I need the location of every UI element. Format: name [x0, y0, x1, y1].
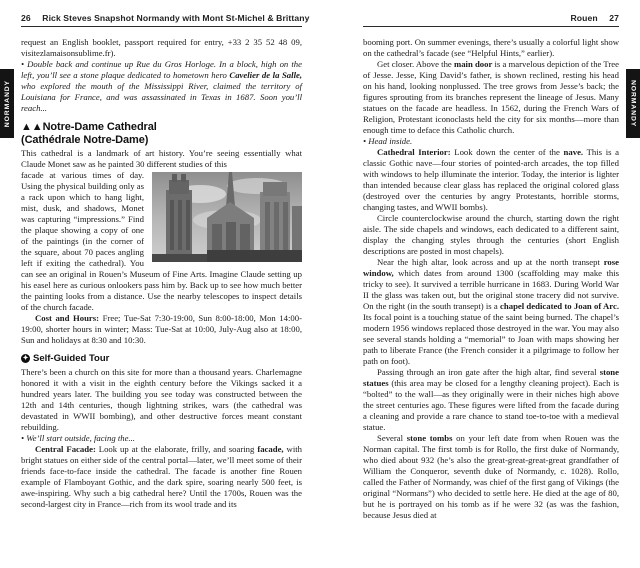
right-page [363, 0, 619, 568]
text-run: nave. [563, 147, 584, 157]
walking-direction [21, 433, 302, 444]
cathedral-photo-graphic [152, 172, 302, 262]
body-paragraph: Cost and Hours: Free; Tue-Sat 7:30-19:00, Sun 8:00-18:00, Mon 14:00-19:00, shorter hours in winter; Mass: Tue-Sat at 10:00, July-Aug also at 18:00, Sun and holidays at 8:30 and 10:30. [21, 313, 302, 345]
left-page-header [21, 0, 310, 27]
body-paragraph: Get closer. Above the main door is a marvelous depiction of the Tree of Jesse. Jesse, King David’s father, is shown reclined, resting his head on his hand, looking nonplussed. The tree grows from Jesse’s back; the figures sprouting from its branches represent the lineage of Jesus. Many statues on the facade are headless. In 1562, during the French Wars of Religion, Protestant iconoclasts held the city for six months—more than enough time to deface this Catholic church. [363, 59, 620, 135]
text-run: • We’ll start outside, facing the... [21, 432, 135, 443]
text-run: Cathedral Interior: [377, 147, 451, 157]
left-section-tab-label: NORMANDY [3, 79, 11, 128]
cathedral-photo [152, 172, 302, 262]
body-paragraph: Circle counterclockwise around the church, starting down the right aisle. The side chapels and windows, each dedicated to a different saint, display the changing styles through the centuries (short English descriptions are posted in most chapels). [363, 213, 619, 256]
text-run: rose window, [363, 257, 619, 278]
right-page-body [363, 37, 619, 521]
right-section-tab-label: NORMANDY [629, 79, 637, 128]
left-page-number: 26 [21, 13, 31, 23]
body-paragraph: request an English booklet, passport required for entry, +33 2 35 52 48 09, visitezlamaisonsublime.fr). [21, 37, 302, 58]
body-paragraph: Cathedral Interior: Look down the center of the nave. This is a classic Gothic nave—four stories of pointed-arch arcades, the top filled with windows to help illuminate the interior. Today, the interior is lighter than intended because clear glass has replaced the original colored glass (destroyed over the centuries by angry Protestants, horrible storms, changing tastes, and WWII bombs). [363, 147, 619, 212]
tour-circle-icon: ✦ [22, 355, 29, 362]
text-run: stone statues [363, 367, 619, 388]
body-paragraph: Near the high altar, look across and up at the north transept rose window, which dates from around 1300 (scaffolding may make this tricky to see). It survived a terrible hurricane in 1683. During World War II the glass was taken out, but the original stone tracery did not survive. On the right (in the south transept) is a chapel dedicated to Joan of Arc. Its focal point is a touching statue of the saint being burned. The chapel’s modern 1956 windows replaced those destroyed in the war. You may also see several stands holding a “memorial” to Joan with maps showing her path to liberate France (the French consider it a pilgrimage to follow her path on foot). [363, 257, 620, 366]
text-run: stone tombs [406, 433, 453, 443]
body-paragraph: booming port. On summer evenings, there’s usually a colorful light show on the cathedral’s facade (see “Helpful Hints,” earlier). [363, 37, 619, 58]
body-paragraph: This cathedral is a landmark of art history. You’re seeing essentially what Claude Monet saw as he painted 30 different studies of this [21, 148, 302, 169]
body-paragraph: There’s been a church on this site for more than a thousand years. Charlemagne honored it with a visit in the eighth century before the Vikings sacked it a hundred years later. The building you see today was constructed between the 12th and 14th centuries, though lightning strikes, wars (the cathedral was devastated in WWII bombing), and other destructive forces meant constant rebuilding. [21, 366, 302, 432]
walking-direction [363, 136, 619, 147]
left-section-tab [0, 69, 14, 138]
body-paragraph: facade at various times of day. Using the physical building only as a rack upon which to hang light, mist, dusk, and shadows, Monet was capturing “impressions.” Find the plaque showing a copy of one of the paintings (in the corner of the square, about 70 paces angling left if exiting the cathedral). You can see an original in Rouen’s Museum of Fine Arts. Imagine Claude setting up his easel here as curious onlookers pass him by. Back up to see how much better the painting looks from a distance. Use the nearby telescopes to inspect details of the church facade. [21, 170, 302, 312]
body-paragraph: Several stone tombs on your left date from when Rouen was the Norman capital. The first tomb is for Rollo, the first duke of Normandy, who died about 932 (he’s also the great-great-great-great grandfather of William the Conqueror, seventh duke of Normandy, c. 1028). Rollo, called the Father of Normandy, was chief of the first gang of Vikings (the original “Normans”) who decided to settle here. He died at the age of 80, but he is portrayed on his tomb as if he were 32 (as was the fashion, because Jesus died at [363, 433, 619, 520]
left-running-head: Rick Steves Snapshot Normandy with Mont St-Michel & Brittany [42, 13, 310, 23]
text-run: facade, [257, 443, 284, 454]
text-run: main door [453, 59, 493, 69]
text-run: Cost and Hours: [35, 313, 100, 323]
walking-direction [21, 59, 302, 114]
text-run: chapel dedicated to Joan of Arc. [500, 301, 620, 311]
text-run: Cavelier de la Salle, [229, 70, 303, 80]
left-page [21, 0, 310, 568]
right-section-tab [626, 69, 640, 138]
self-guided-tour-label: Self-Guided Tour [33, 353, 110, 364]
sight-heading: ▲▲Notre-Dame Cathedral (Cathédrale Notre-Dame) [21, 121, 157, 146]
text-run: • Double back and continue up Rue du Gros Horloge. In a block, high on the left, you’ll see a stone plaque dedicated to hometown hero [21, 59, 302, 80]
body-paragraph: Passing through an iron gate after the high altar, find several stone statues (this area may be closed for a lengthy cleaning project). Each is “bolted” to the wall—as they originally were in their niches high above the street centuries ago. These figures were lifted from the facade during a cleaning and provide a rare chance to stand toe-to-toe with a medieval statue. [363, 367, 619, 432]
self-guided-tour-heading [21, 353, 302, 364]
right-running-head: Rouen [570, 13, 598, 23]
text-run: who explored the mouth of the Mississippi River, claimed the territory of Louisiana for France, and was assassinated in Texas in 1687. Soon you’ll reach... [21, 81, 302, 113]
left-page-body [21, 37, 302, 510]
right-page-number: 27 [609, 13, 619, 23]
text-run: • Head inside. [363, 136, 413, 146]
body-paragraph: Central Facade: Look up at the elaborate, frilly, and soaring facade, with bright statues on either side of the central portal—later, we’ll meet some of their friends face-to-face inside the cathedral. The facade is another fine Rouen example of Flamboyant Gothic, and the dark spire, soaring nearly 500 feet, is awe-inspiring. Why such a big cathedral here? Until the 1700s, Rouen was the second-largest city in France—rich from its wool trade and its [21, 443, 302, 509]
text-run: Central Facade: [35, 443, 96, 454]
right-page-header [363, 0, 619, 27]
